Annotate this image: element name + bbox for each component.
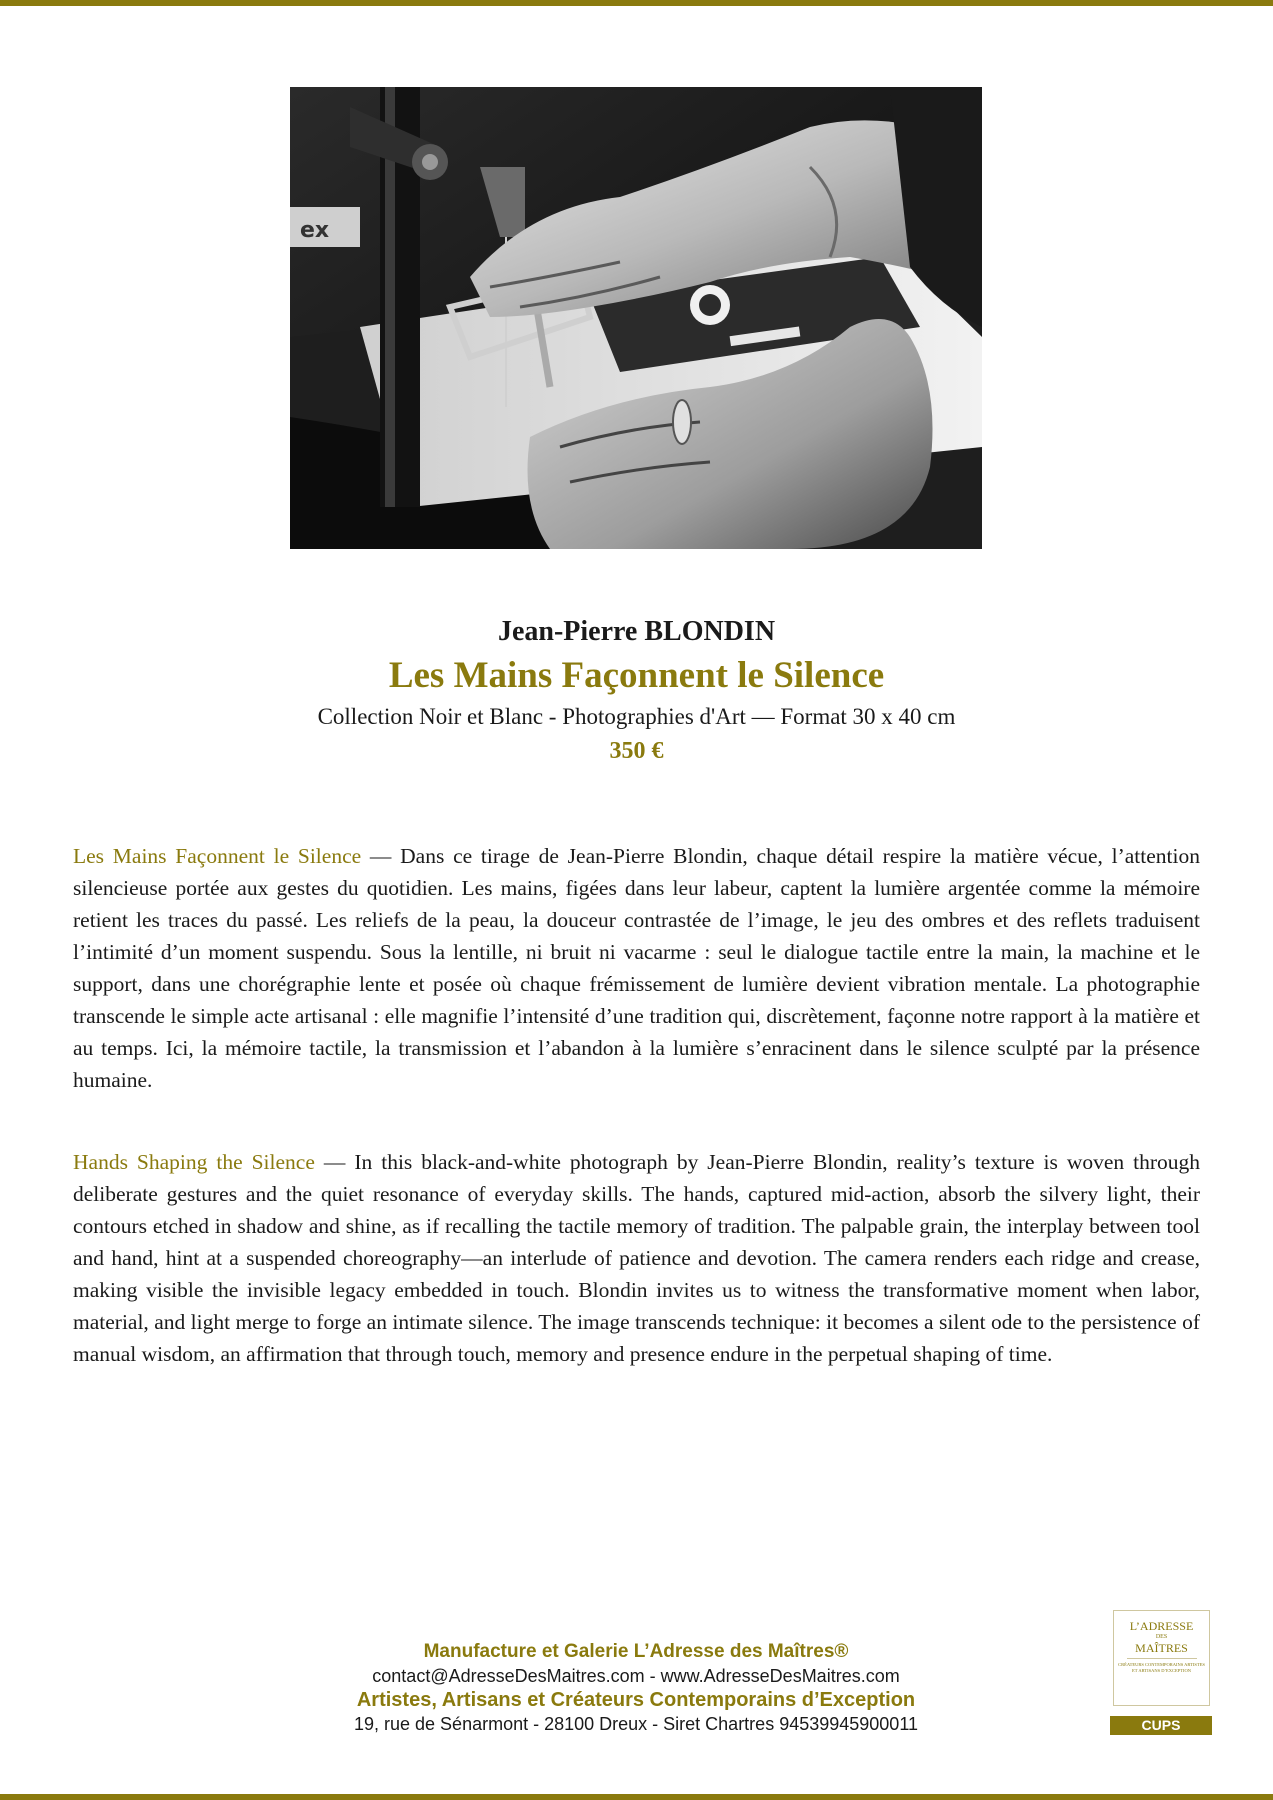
footer-contact: contact@AdresseDesMaitres.com - www.AdresseDesMaitres.com bbox=[372, 1666, 900, 1686]
artwork-image bbox=[290, 87, 982, 549]
collection-format: Collection Noir et Blanc - Photographies d'Art — Format 30 x 40 cm bbox=[317, 704, 956, 729]
artist-name: Jean-Pierre BLONDIN bbox=[497, 616, 776, 647]
description-french-body: — Dans ce tirage de Jean-Pierre Blondin, chaque détail respire la matière vécue, l’attention silencieuse portée aux gestes du quotidien. Les mains, figées dans leur labeur, captent la lumière argentée comme la mémoire retient les traces du passé. Les reliefs de la peau, la douceur contrastée de l’image, le jeu des ombres et des reflets traduisent l’intimité d’un moment suspendu. Sous la lentille, ni bruit ni vacarme : seul le dialogue tactile entre la main, la machine et le support, dans une chorégraphie lente et posée où chaque frémissement de lumière devient vibration mentale. La photographie transcende le simple acte artisanal : elle magnifie l’intensité d’une tradition qui, discrètement, façonne notre rapport à la matière et au temps. Ici, la mémoire tactile, la transmission et l’abandon à la lumière s’enracinent dans le silence sculpté par la présence humaine. bbox=[73, 844, 1200, 1092]
description-english bbox=[73, 1146, 1200, 1370]
artwork-price: 350 € bbox=[609, 738, 664, 764]
cups-badge: CUPS bbox=[1110, 1716, 1212, 1735]
footer-tagline: Artistes, Artisans et Créateurs Contemporains d’Exception bbox=[356, 1689, 916, 1711]
footer-address: 19, rue de Sénarmont - 28100 Dreux - Siret Chartres 94539945900011 bbox=[353, 1714, 919, 1734]
gallery-logo bbox=[1113, 1610, 1210, 1706]
footer bbox=[230, 1640, 1042, 1736]
artwork-photo bbox=[290, 87, 982, 549]
bottom-accent-bar bbox=[0, 1794, 1273, 1800]
logo-subtitle: CRÉATEURS CONTEMPORAINS ARTISTES ET ARTISANS D’EXCEPTION bbox=[1118, 1662, 1205, 1673]
logo-line-2: DES bbox=[1155, 1634, 1168, 1640]
description-french-lead: Les Mains Façonnent le Silence bbox=[73, 844, 362, 868]
description-english-lead: Hands Shaping the Silence bbox=[73, 1150, 315, 1174]
artwork-title: Les Mains Façonnent le Silence bbox=[388, 655, 885, 696]
logo-line-1: L’ADRESSE bbox=[1129, 1619, 1194, 1633]
top-accent-bar bbox=[0, 0, 1273, 6]
svg-text:ex: ex bbox=[300, 218, 330, 243]
logo-line-3: MAÎTRES bbox=[1135, 1641, 1188, 1655]
footer-company: Manufacture et Galerie L’Adresse des Maîtres® bbox=[423, 1641, 849, 1662]
logo-divider bbox=[1127, 1658, 1197, 1659]
description-english-body: — In this black-and-white photograph by Jean-Pierre Blondin, reality’s texture is woven through deliberate gestures and the quiet resonance of everyday skills. The hands, captured mid-action, absorb the silvery light, their contours etched in shadow and shine, as if recalling the tactile memory of tradition. The palpable grain, the interplay between tool and hand, hint at a suspended choreography—an interlude of patience and devotion. The camera renders each ridge and crease, making visible the invisible legacy embedded in touch. Blondin invites us to witness the transformative moment when labor, material, and light merge to forge an intimate silence. The image transcends technique: it becomes a silent ode to the persistence of manual wisdom, an affirmation that through touch, memory and presence endure in the perpetual shaping of time. bbox=[73, 1150, 1200, 1366]
description-french bbox=[73, 840, 1200, 1096]
artwork-header bbox=[0, 612, 1273, 768]
